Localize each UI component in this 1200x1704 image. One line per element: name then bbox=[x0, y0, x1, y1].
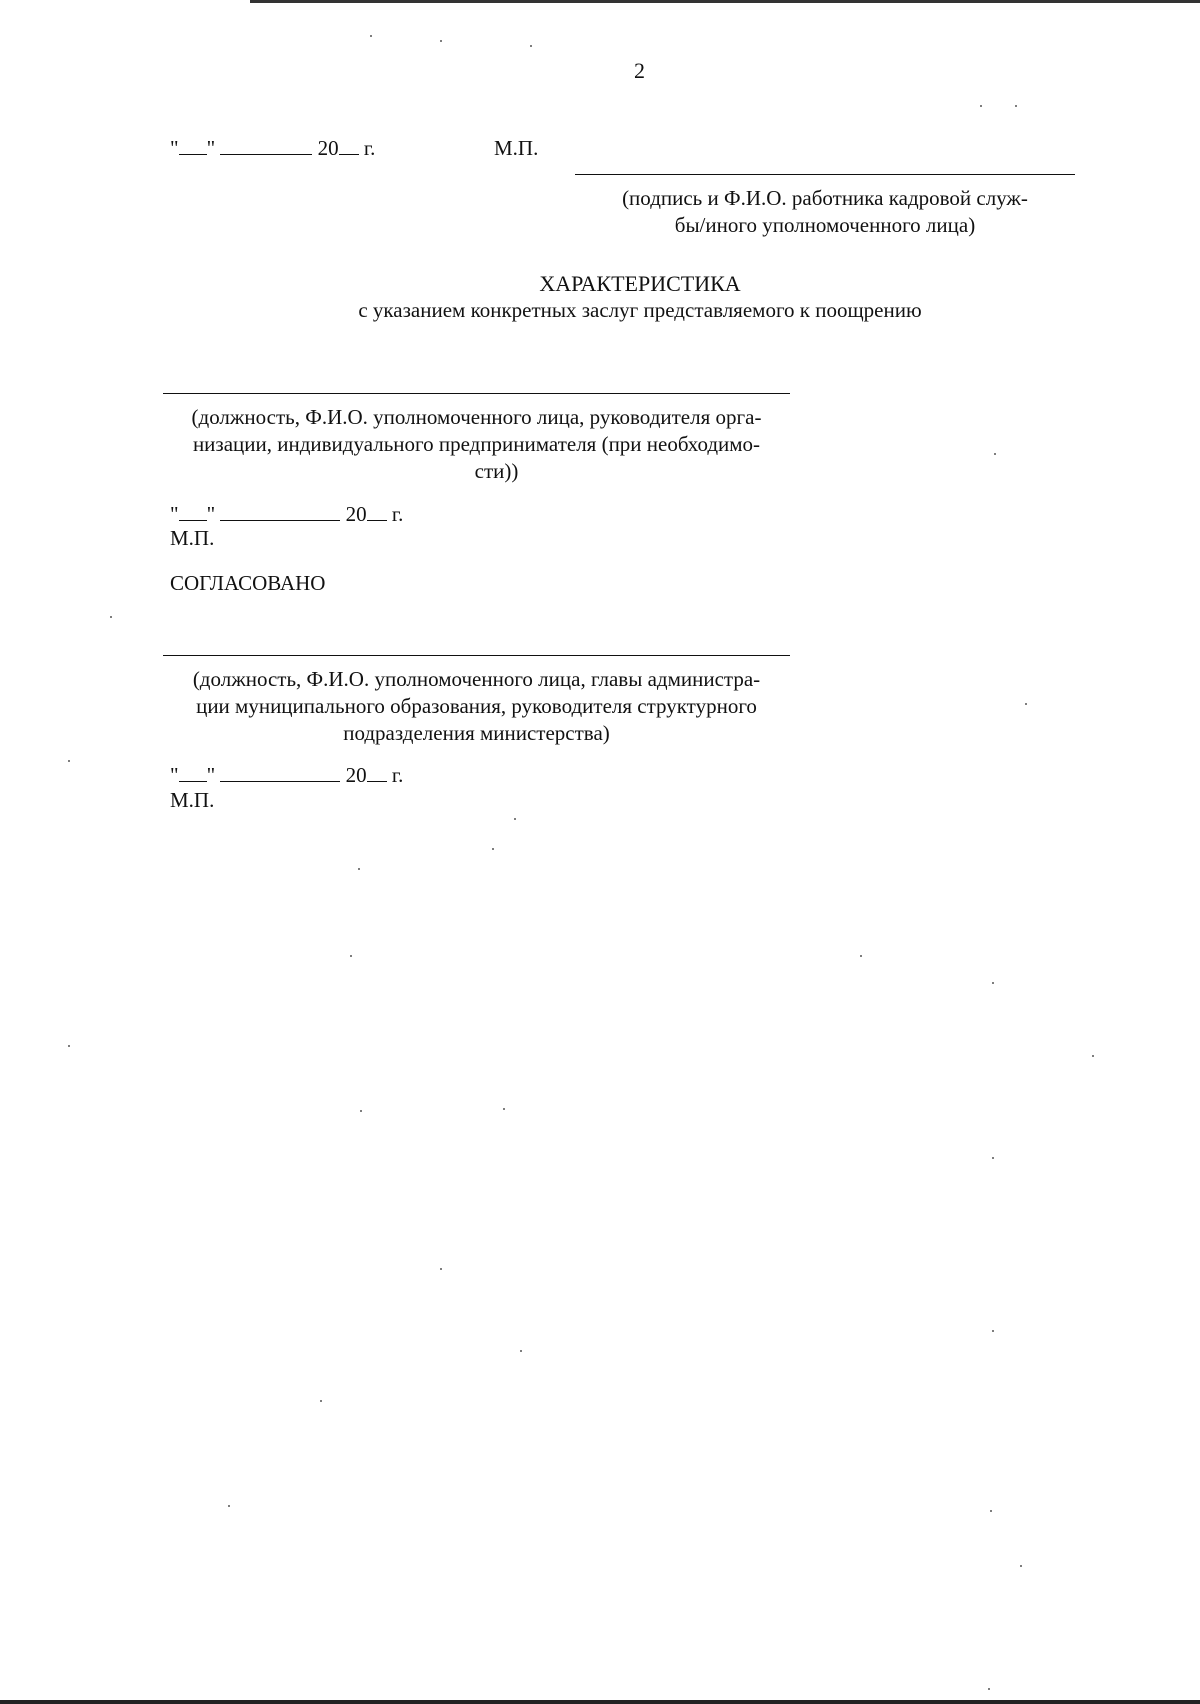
document-heading bbox=[300, 270, 980, 324]
scan-speck bbox=[68, 760, 70, 762]
scan-speck bbox=[1020, 1565, 1022, 1567]
scan-speck bbox=[980, 105, 982, 107]
month-blank[interactable] bbox=[220, 136, 312, 155]
scan-speck bbox=[1025, 703, 1027, 705]
year-blank[interactable] bbox=[367, 763, 387, 782]
quote-open: " bbox=[170, 763, 179, 787]
stamp-placeholder: М.П. bbox=[170, 788, 215, 812]
year-prefix: 20 bbox=[317, 136, 339, 160]
position-line-1[interactable] bbox=[163, 393, 790, 394]
document-title: ХАРАКТЕРИСТИКА bbox=[539, 271, 741, 296]
year-prefix: 20 bbox=[345, 763, 367, 787]
day-blank[interactable] bbox=[179, 136, 207, 155]
year-blank[interactable] bbox=[339, 136, 359, 155]
year-prefix: 20 bbox=[345, 502, 367, 526]
scan-speck bbox=[530, 45, 532, 47]
scan-speck bbox=[440, 40, 442, 42]
position-caption-1-line3: сти)) bbox=[474, 459, 519, 483]
signature-caption-line2: бы/иного уполномоченного лица) bbox=[674, 213, 976, 237]
document-subtitle: с указанием конкретных заслуг представляемого к поощрению bbox=[358, 298, 922, 322]
position-caption-1-line1: (должность, Ф.И.О. уполномоченного лица, руководителя орга- bbox=[191, 405, 762, 429]
scan-speck bbox=[514, 818, 516, 820]
scan-speck bbox=[520, 1350, 522, 1352]
scan-speck bbox=[360, 1110, 362, 1112]
signature-caption bbox=[590, 185, 1060, 239]
scan-speck bbox=[370, 35, 372, 37]
scan-speck bbox=[350, 955, 352, 957]
year-suffix: г. bbox=[391, 502, 404, 526]
top-date-line bbox=[170, 135, 375, 161]
scan-edge-bottom bbox=[0, 1700, 1200, 1704]
position-caption-2 bbox=[163, 666, 790, 747]
quote-close: " bbox=[206, 502, 216, 526]
scan-speck bbox=[992, 982, 994, 984]
position-caption-1 bbox=[163, 404, 790, 485]
scan-speck bbox=[358, 868, 360, 870]
day-blank[interactable] bbox=[179, 502, 207, 521]
signature-line[interactable] bbox=[575, 174, 1075, 175]
year-blank[interactable] bbox=[367, 502, 387, 521]
scan-speck bbox=[994, 453, 996, 455]
stamp-placeholder: М.П. bbox=[170, 526, 215, 550]
quote-open: " bbox=[170, 136, 179, 160]
scan-speck bbox=[68, 1045, 70, 1047]
scan-speck bbox=[228, 1505, 230, 1507]
second-date-line bbox=[170, 762, 403, 788]
position-line-2[interactable] bbox=[163, 655, 790, 656]
position-caption-2-line2: ции муниципального образования, руководителя структурного bbox=[196, 694, 757, 718]
scan-speck bbox=[1092, 1055, 1094, 1057]
scan-speck bbox=[440, 1268, 442, 1270]
stamp-placeholder: М.П. bbox=[494, 136, 539, 160]
scan-speck bbox=[503, 1108, 505, 1110]
position-caption-2-line3: подразделения министерства) bbox=[343, 721, 610, 745]
scan-speck bbox=[492, 848, 494, 850]
scan-edge-top bbox=[250, 0, 1200, 3]
scan-speck bbox=[110, 616, 112, 618]
scan-speck bbox=[990, 1510, 992, 1512]
scan-speck bbox=[988, 1688, 990, 1690]
quote-close: " bbox=[206, 136, 216, 160]
scan-speck bbox=[320, 1400, 322, 1402]
agreed-label: СОГЛАСОВАНО bbox=[170, 571, 326, 595]
scan-speck bbox=[992, 1330, 994, 1332]
signature-caption-line1: (подпись и Ф.И.О. работника кадровой служ- bbox=[622, 186, 1028, 210]
scan-speck bbox=[1015, 105, 1017, 107]
scan-speck bbox=[992, 1157, 994, 1159]
position-caption-1-line2: низации, индивидуального предпринимателя (при необходимо- bbox=[192, 432, 761, 456]
first-date-line bbox=[170, 501, 403, 527]
month-blank[interactable] bbox=[220, 763, 340, 782]
page-number: 2 bbox=[634, 58, 645, 83]
quote-open: " bbox=[170, 502, 179, 526]
quote-close: " bbox=[206, 763, 216, 787]
month-blank[interactable] bbox=[220, 502, 340, 521]
scan-speck bbox=[860, 955, 862, 957]
year-suffix: г. bbox=[363, 136, 376, 160]
position-caption-2-line1: (должность, Ф.И.О. уполномоченного лица, главы администра- bbox=[192, 667, 761, 691]
year-suffix: г. bbox=[391, 763, 404, 787]
day-blank[interactable] bbox=[179, 763, 207, 782]
